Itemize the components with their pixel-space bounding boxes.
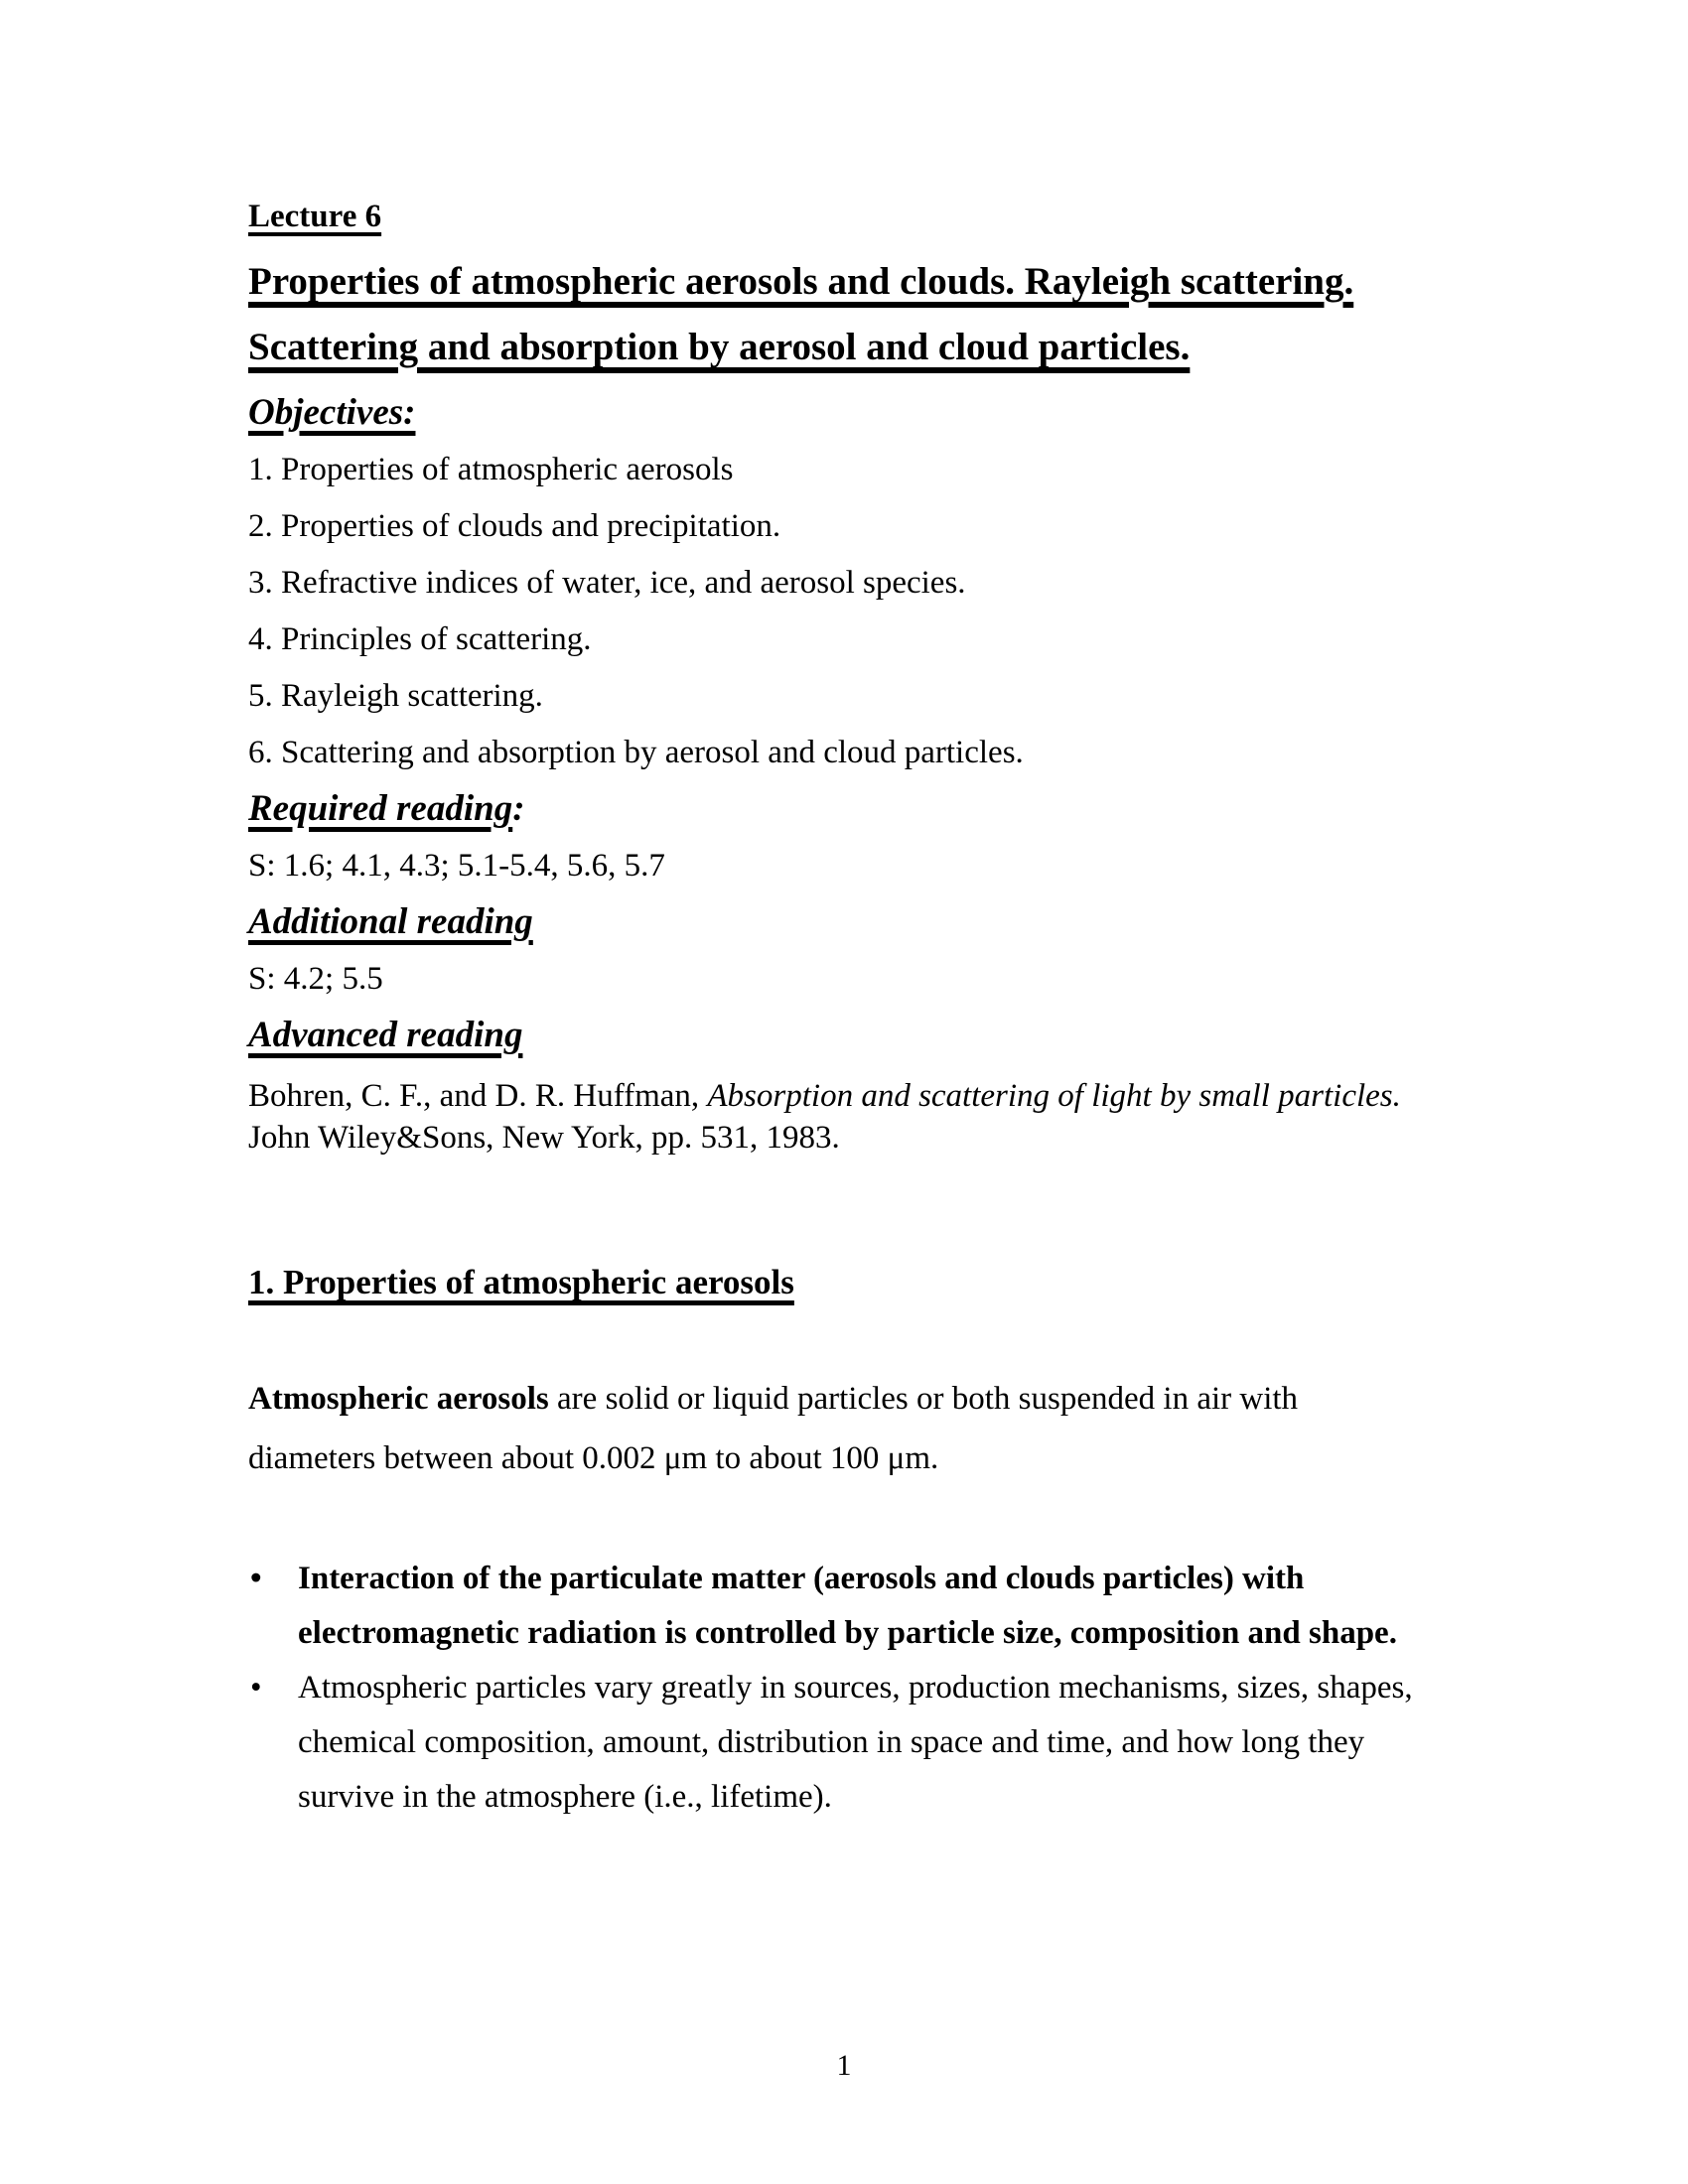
lecture-label-text: Lecture 6 — [248, 199, 382, 234]
page-number: 1 — [836, 2049, 852, 2082]
bullet-item — [248, 1552, 1450, 1661]
additional-reading-text: S: 4.2; 5.5 — [248, 961, 383, 997]
required-reading-heading: Required reading: — [248, 788, 525, 829]
page-title-line1: Properties of atmospheric aerosols and clouds. Rayleigh scattering. — [248, 260, 1354, 303]
reference-line1: Bohren, C. F., and D. R. Huffman, Absorption and scattering of light by small particles. — [248, 1078, 1401, 1114]
page-title — [248, 249, 1450, 380]
objectives-item: 4. Principles of scattering. — [248, 621, 592, 657]
objectives-item: 5. Rayleigh scattering. — [248, 678, 543, 714]
objectives-list — [248, 442, 1450, 781]
bullet-icon: • — [250, 1670, 262, 1706]
bullet-line: survive in the atmosphere (i.e., lifetime). — [298, 1779, 832, 1815]
lecture-label — [248, 189, 1450, 245]
required-reading-text: S: 1.6; 4.1, 4.3; 5.1-5.4, 5.6, 5.7 — [248, 848, 665, 884]
bullet-line: chemical composition, amount, distribution in space and time, and how long they — [298, 1724, 1365, 1760]
bullet-line: electromagnetic radiation is controlled by particle size, composition and shape. — [298, 1615, 1397, 1651]
objectives-item: 2. Properties of clouds and precipitation. — [248, 508, 781, 544]
bullet-icon: • — [250, 1561, 262, 1596]
required-reading-colon: : — [512, 788, 525, 829]
objectives-item: 1. Properties of atmospheric aerosols — [248, 452, 734, 487]
bullet-list — [248, 1552, 1450, 1825]
bullet-line: Atmospheric particles vary greatly in sources, production mechanisms, sizes, shapes, — [298, 1670, 1413, 1706]
bullet-item — [248, 1661, 1450, 1825]
reference-citation — [248, 1075, 1450, 1159]
objectives-item: 3. Refractive indices of water, ice, and aerosol species. — [248, 565, 966, 601]
intro-paragraph — [248, 1369, 1450, 1488]
objectives-heading: Objectives: — [248, 392, 416, 433]
page-title-line2: Scattering and absorption by aerosol and cloud particles. — [248, 326, 1191, 368]
bullet-line: Interaction of the particulate matter (aerosols and clouds particles) with — [298, 1561, 1305, 1596]
section-1-heading: 1. Properties of atmospheric aerosols — [248, 1263, 794, 1301]
intro-bold-lead: Atmospheric aerosols — [248, 1381, 549, 1417]
intro-line1: Atmospheric aerosols are solid or liquid particles or both suspended in air with — [248, 1381, 1299, 1417]
reference-line2: John Wiley&Sons, New York, pp. 531, 1983. — [248, 1120, 840, 1156]
reference-book-title: Absorption and scattering of light by small particles. — [707, 1078, 1401, 1114]
objectives-item: 6. Scattering and absorption by aerosol and cloud particles. — [248, 735, 1024, 770]
additional-reading-heading: Additional reading — [248, 901, 533, 942]
intro-line2: diameters between about 0.002 μm to about 100 μm. — [248, 1440, 939, 1476]
advanced-reading-heading: Advanced reading — [248, 1015, 523, 1055]
